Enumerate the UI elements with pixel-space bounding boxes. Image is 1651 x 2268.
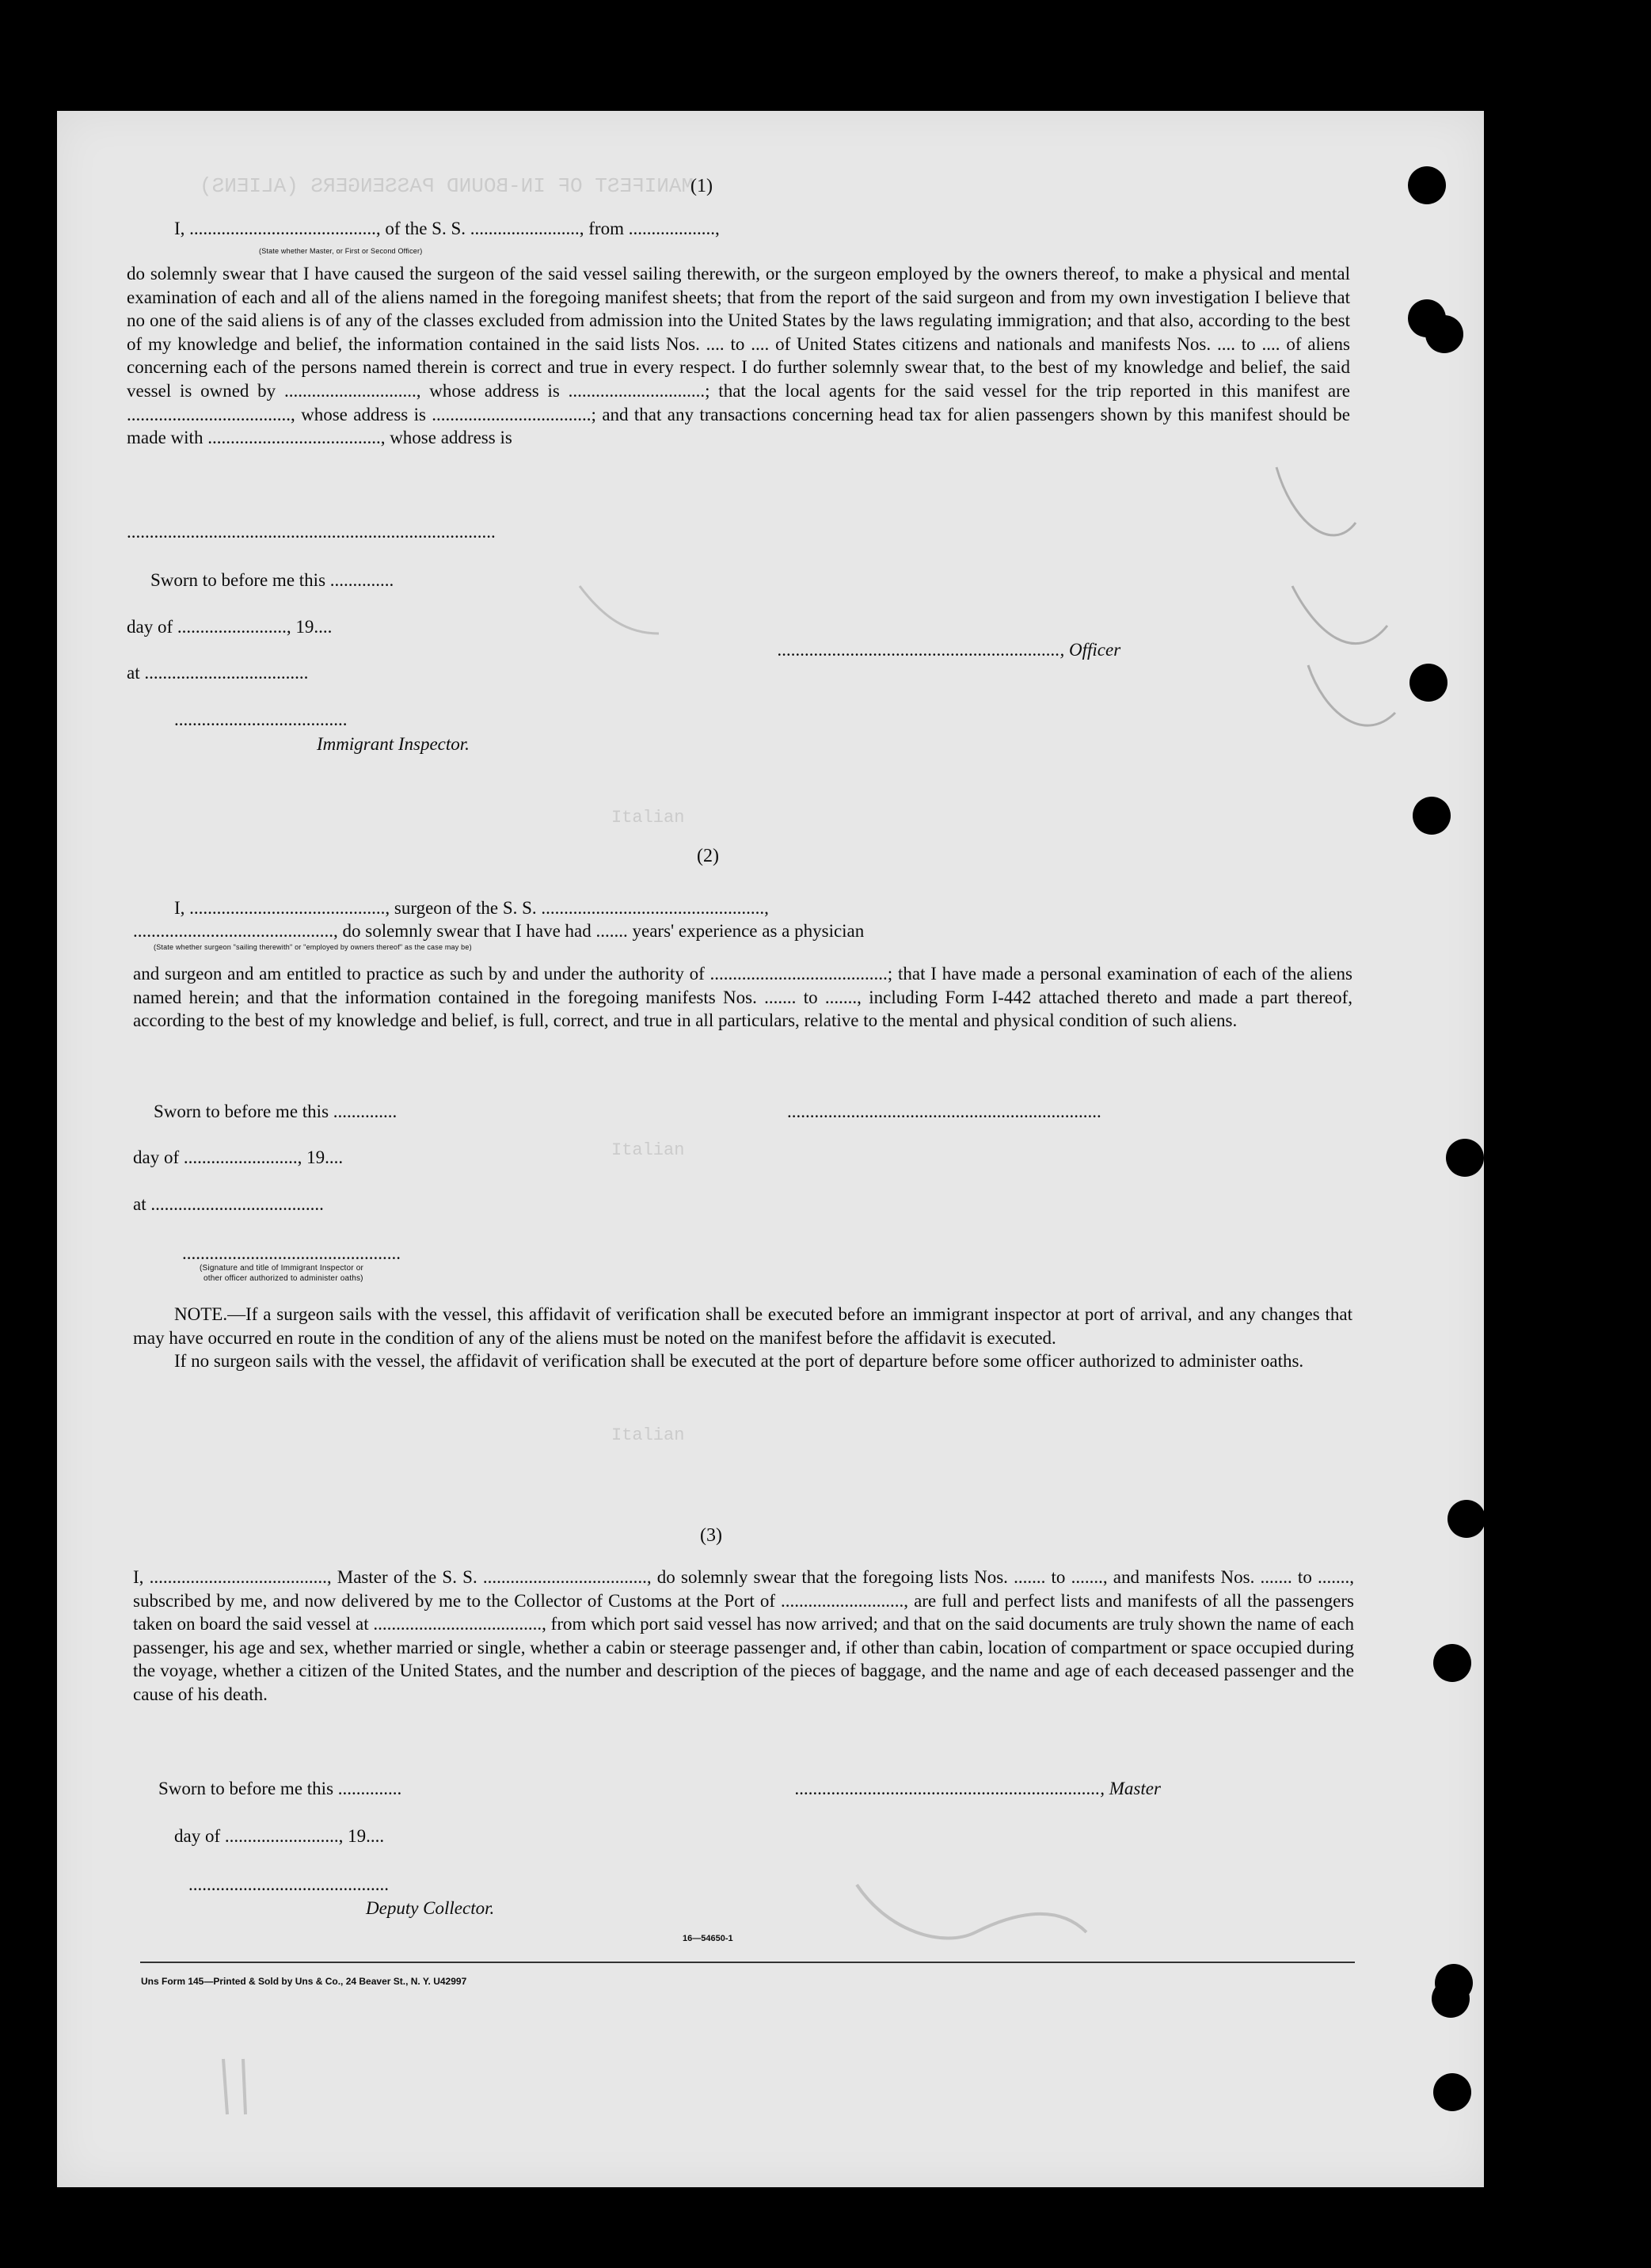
section-1-oath-text: do solemnly swear that I have caused the surgeon of the said vessel sailing therewith, or the surgeon employed by the owners thereof, to make a physical and mental examination of each and all of the aliens named in the foregoing manifest sheets; that from the report of the said surgeon and from my own investigation I believe that no one of the said aliens is of any of the classes excluded from admission into the United States by the laws regulating immigration; and that also, according to the best of my knowledge and belief, the information contained in the said lists Nos. .... to .... of United States citizens and nationals and manifests Nos. .... to .... of aliens concerning each of the persons named therein is correct and true in every respect. I do further solemnly swear that, to the best of my knowledge and belief, the said vessel is owned by ............................., whose address is ..............................; that the local agents for the said vessel for the trip reported in this manifest are ...................................., whose address is ...................................; and that any transactions concerning head tax for alien passengers shown by this manifest should be made with ......................................, whose address is <box>127 264 1350 448</box>
section-2-signature-line: ..................................................................... <box>787 1102 1101 1121</box>
section-2-first-line: I, ..........................................., surgeon of the S. S. ................................................., <box>174 898 769 918</box>
section-2-at-line: at ...................................... <box>133 1194 324 1214</box>
document-page <box>57 111 1484 2187</box>
section-3-number: (3) <box>700 1525 722 1546</box>
section-1-officer-line: .............................................................., Officer <box>778 640 1121 660</box>
section-1-signature-dots: ...................................... <box>174 710 348 729</box>
binder-hole <box>1446 1139 1484 1177</box>
section-1-first-line: I, ........................................., of the S. S. ........................, from ..................., <box>174 219 720 238</box>
section-1-sworn-line: Sworn to before me this .............. <box>150 570 394 590</box>
section-3-collector-label: Deputy Collector. <box>366 1898 495 1918</box>
section-1-day-line: day of ........................, 19.... <box>127 617 333 637</box>
binder-hole <box>1409 664 1447 702</box>
section-1-inspector-label: Immigrant Inspector. <box>317 734 470 754</box>
note-paragraph-2: If no surgeon sails with the vessel, the affidavit of verification shall be executed at the port of departure before some officer authorized to administer oaths. <box>174 1351 1304 1372</box>
bleed-through-text: Italian <box>611 1140 685 1160</box>
printer-footer: Uns Form 145—Printed & Sold by Uns & Co., 24 Beaver St., N. Y. U42997 <box>141 1976 467 1987</box>
bleed-through-text: Italian <box>611 1425 685 1445</box>
section-3-day-line: day of ........................., 19.... <box>174 1826 385 1846</box>
binder-hole <box>1433 1644 1471 1682</box>
section-2-signature-caption-1: (Signature and title of Immigrant Inspector or <box>200 1264 364 1273</box>
section-3-oath-text: I, ......................................., Master of the S. S. ...................................., do solemnly swear that the foregoing lists Nos. ....... to ......., and manifests Nos. ....... to ......., subscribed by me, and now delivered by me to the Collector of Customs at the Port of ..........................., are full and perfect lists and manifests of all the passengers taken on board the said vessel at ....................................., from which port said vessel has now arrived; and that on the said documents are truly shown the name of each passenger, his age and sex, whether married or single, whether a cabin or steerage passenger and, if other than cabin, location of compartment or space occupied during the voyage, whether a citizen of the United States, and the number and description of the pieces of baggage, and the name and age of each deceased passenger and the cause of his death. <box>133 1567 1354 1704</box>
handwritten-marks <box>57 111 1484 2187</box>
form-code: 16—54650-1 <box>683 1934 733 1943</box>
binder-hole <box>1425 315 1463 353</box>
binder-hole <box>1433 2073 1471 2111</box>
bleed-through-header: MANIFEST OF IN-BOUND PASSENGERS (ALIENS) <box>200 174 694 198</box>
section-2-signature-caption-2: other officer authorized to administer oaths) <box>204 1274 363 1283</box>
section-2-oath-text: and surgeon and am entitled to practice as such by and under the authority of .......................................; that I have made a personal examination of each of the aliens named herein; and that the information contained in the foregoing manifests Nos. ....... to ......., including Form I-442 attached thereto and made a part thereof, according to the best of my knowledge and belief, is full, correct, and true in all particulars, relative to the mental and physical condition of such aliens. <box>133 964 1352 1031</box>
section-2-second-line: ............................................, do solemnly swear that I have had ....... years' experience as a physician <box>133 921 865 941</box>
section-1-first-line-caption: (State whether Master, or First or Second Officer) <box>259 247 423 255</box>
section-3-signature-dots: ............................................ <box>188 1874 389 1894</box>
binder-hole <box>1408 166 1446 204</box>
section-1-number: (1) <box>690 176 713 196</box>
section-1-dots-line: ................................................................................. <box>127 522 496 542</box>
section-2-number: (2) <box>697 846 719 866</box>
note-paragraph-1: NOTE.—If a surgeon sails with the vessel, this affidavit of verification shall be executed before an immigrant inspector at port of arrival, and any changes that may have occurred en route in the condition of any of the aliens must be noted on the manifest before the affidavit is executed. <box>133 1304 1352 1348</box>
binder-hole <box>1413 797 1451 835</box>
section-3-master-line: ..................................................................., Master <box>795 1779 1161 1798</box>
section-2-signature-dots: ................................................ <box>182 1243 401 1263</box>
binder-hole <box>1432 1980 1470 2018</box>
section-2-second-line-caption: (State whether surgeon "sailing therewith" or "employed by owners thereof" as the case may be) <box>154 943 472 951</box>
section-2-sworn-line: Sworn to before me this .............. <box>154 1102 398 1121</box>
section-3-sworn-line: Sworn to before me this .............. <box>158 1779 402 1798</box>
section-1-at-line: at .................................... <box>127 663 309 683</box>
bleed-through-text: Italian <box>611 808 685 828</box>
section-2-day-line: day of ........................., 19.... <box>133 1147 344 1167</box>
binder-hole <box>1447 1500 1486 1538</box>
